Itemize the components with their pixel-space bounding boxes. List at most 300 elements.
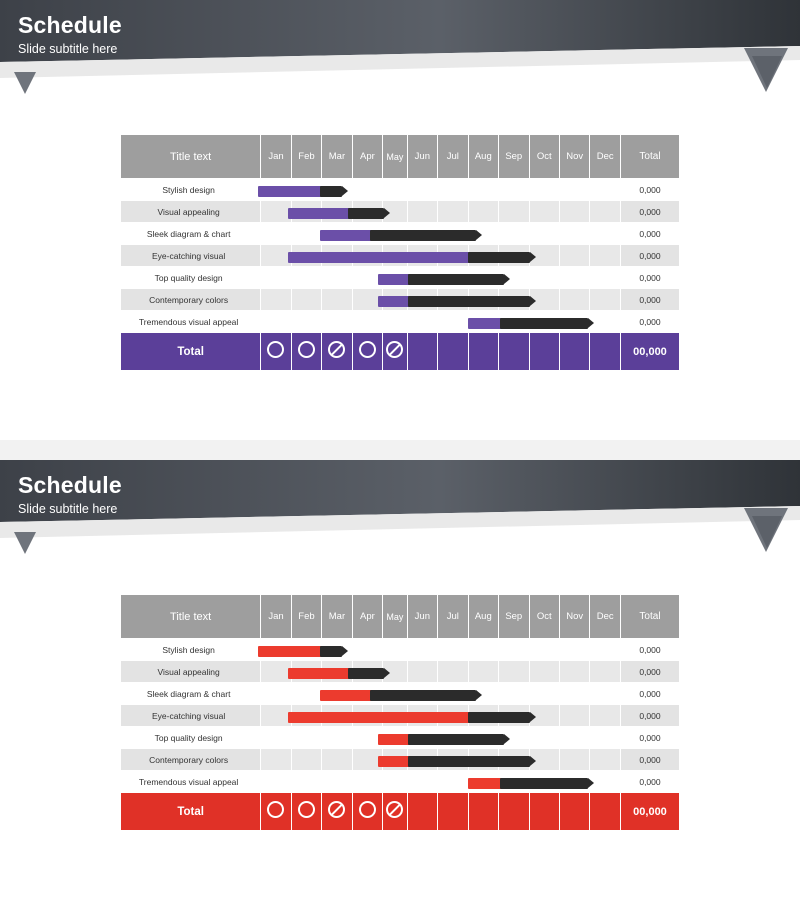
total-icon-cell-3[interactable] xyxy=(322,333,352,371)
cell-feb[interactable] xyxy=(291,749,321,771)
cell-jul[interactable] xyxy=(438,267,468,289)
cell-jan[interactable] xyxy=(261,179,291,201)
cell-mar[interactable] xyxy=(322,661,352,683)
cell-jun[interactable] xyxy=(407,311,437,333)
cell-jun[interactable] xyxy=(407,289,437,311)
cell-oct[interactable] xyxy=(529,727,559,749)
circle-icon xyxy=(298,341,315,358)
cell-dec[interactable] xyxy=(590,727,620,749)
row-total: 0,000 xyxy=(620,661,679,683)
cell-jan[interactable] xyxy=(261,245,291,267)
cell-feb[interactable] xyxy=(291,245,321,267)
total-icon-cell-5[interactable] xyxy=(383,793,407,831)
row-total: 0,000 xyxy=(620,223,679,245)
row-total: 0,000 xyxy=(620,749,679,771)
table-header-row xyxy=(121,595,680,639)
cell-mar[interactable] xyxy=(322,201,352,223)
row-label: Visual appealing xyxy=(121,661,261,683)
slide-2-heading-group xyxy=(18,472,122,517)
cell-jan[interactable] xyxy=(261,683,291,705)
cell-sep[interactable] xyxy=(499,705,529,727)
cell-oct[interactable] xyxy=(529,179,559,201)
cell-oct[interactable] xyxy=(529,289,559,311)
table-header xyxy=(121,135,680,179)
cell-aug[interactable] xyxy=(468,289,498,311)
cell-jul[interactable] xyxy=(438,245,468,267)
cell-feb[interactable] xyxy=(291,223,321,245)
table-row[interactable] xyxy=(121,179,680,201)
cell-apr[interactable] xyxy=(352,683,382,705)
header-month-jul: Jul xyxy=(438,135,468,179)
cell-jan[interactable] xyxy=(261,749,291,771)
cell-jul[interactable] xyxy=(438,727,468,749)
total-blank-jul xyxy=(438,793,468,831)
cell-feb[interactable] xyxy=(291,311,321,333)
cell-nov[interactable] xyxy=(560,289,590,311)
cell-feb[interactable] xyxy=(291,771,321,793)
header-month-feb: Feb xyxy=(291,595,321,639)
cell-apr[interactable] xyxy=(352,201,382,223)
cell-apr[interactable] xyxy=(352,267,382,289)
cell-jun[interactable] xyxy=(407,179,437,201)
table-row[interactable] xyxy=(121,223,680,245)
cell-jun[interactable] xyxy=(407,267,437,289)
cell-mar[interactable] xyxy=(322,311,352,333)
row-label: Stylish design xyxy=(121,179,261,201)
cell-mar[interactable] xyxy=(322,771,352,793)
cell-oct[interactable] xyxy=(529,683,559,705)
cell-jun[interactable] xyxy=(407,639,437,661)
cell-jan[interactable] xyxy=(261,727,291,749)
cell-aug[interactable] xyxy=(468,749,498,771)
cell-nov[interactable] xyxy=(560,705,590,727)
total-icon-cell-1[interactable] xyxy=(261,793,291,831)
cell-oct[interactable] xyxy=(529,245,559,267)
row-total: 0,000 xyxy=(620,727,679,749)
slide-2 xyxy=(0,460,800,900)
total-blank-oct xyxy=(529,333,559,371)
cell-jul[interactable] xyxy=(438,311,468,333)
cell-oct[interactable] xyxy=(529,661,559,683)
cell-sep[interactable] xyxy=(499,245,529,267)
cell-dec[interactable] xyxy=(590,661,620,683)
cell-jul[interactable] xyxy=(438,771,468,793)
table-row[interactable] xyxy=(121,267,680,289)
cell-aug[interactable] xyxy=(468,661,498,683)
cell-apr[interactable] xyxy=(352,727,382,749)
row-label: Eye-catching visual xyxy=(121,245,261,267)
cell-sep[interactable] xyxy=(499,311,529,333)
row-label: Sleek diagram & chart xyxy=(121,223,261,245)
total-blank-nov xyxy=(560,793,590,831)
header-month-jan: Jan xyxy=(261,135,291,179)
cell-feb[interactable] xyxy=(291,267,321,289)
cell-sep[interactable] xyxy=(499,683,529,705)
table-body xyxy=(121,639,680,793)
no-entry-icon xyxy=(386,341,403,358)
cell-oct[interactable] xyxy=(529,267,559,289)
total-blank-oct xyxy=(529,793,559,831)
slide-2-title: Schedule xyxy=(18,472,122,498)
cell-apr[interactable] xyxy=(352,749,382,771)
cell-nov[interactable] xyxy=(560,201,590,223)
cell-may[interactable] xyxy=(383,771,407,793)
cell-apr[interactable] xyxy=(352,223,382,245)
cell-jan[interactable] xyxy=(261,201,291,223)
header-total: Total xyxy=(620,135,679,179)
cell-feb[interactable] xyxy=(291,727,321,749)
total-blank-sep xyxy=(499,333,529,371)
cell-aug[interactable] xyxy=(468,639,498,661)
header-month-aug: Aug xyxy=(468,595,498,639)
cell-jul[interactable] xyxy=(438,223,468,245)
table-row[interactable] xyxy=(121,683,680,705)
total-blank-nov xyxy=(560,333,590,371)
cell-jun[interactable] xyxy=(407,749,437,771)
header-month-apr: Apr xyxy=(352,595,382,639)
cell-may[interactable] xyxy=(383,749,407,771)
total-icon-cell-1[interactable] xyxy=(261,333,291,371)
cell-mar[interactable] xyxy=(322,245,352,267)
cell-nov[interactable] xyxy=(560,311,590,333)
row-total: 0,000 xyxy=(620,289,679,311)
cell-apr[interactable] xyxy=(352,771,382,793)
cell-dec[interactable] xyxy=(590,245,620,267)
cell-may[interactable] xyxy=(383,267,407,289)
table-row[interactable] xyxy=(121,661,680,683)
cell-nov[interactable] xyxy=(560,683,590,705)
cell-dec[interactable] xyxy=(590,179,620,201)
slide-1-title: Schedule xyxy=(18,12,122,38)
circle-icon xyxy=(267,801,284,818)
cell-jun[interactable] xyxy=(407,245,437,267)
cell-mar[interactable] xyxy=(322,289,352,311)
circle-icon xyxy=(298,801,315,818)
row-total: 0,000 xyxy=(620,705,679,727)
cell-sep[interactable] xyxy=(499,267,529,289)
cell-dec[interactable] xyxy=(590,201,620,223)
cell-sep[interactable] xyxy=(499,749,529,771)
row-total: 0,000 xyxy=(620,179,679,201)
cell-may[interactable] xyxy=(383,639,407,661)
total-row-label: Total xyxy=(121,793,261,831)
cell-mar[interactable] xyxy=(322,179,352,201)
cell-jul[interactable] xyxy=(438,179,468,201)
cell-aug[interactable] xyxy=(468,179,498,201)
cell-nov[interactable] xyxy=(560,245,590,267)
row-total: 0,000 xyxy=(620,639,679,661)
cell-aug[interactable] xyxy=(468,267,498,289)
cell-may[interactable] xyxy=(383,245,407,267)
row-total: 0,000 xyxy=(620,201,679,223)
cell-jan[interactable] xyxy=(261,705,291,727)
cell-sep[interactable] xyxy=(499,179,529,201)
cell-feb[interactable] xyxy=(291,289,321,311)
cell-jun[interactable] xyxy=(407,705,437,727)
cell-oct[interactable] xyxy=(529,311,559,333)
total-blank-jun xyxy=(407,793,437,831)
cell-oct[interactable] xyxy=(529,223,559,245)
table-row[interactable] xyxy=(121,245,680,267)
cell-jan[interactable] xyxy=(261,311,291,333)
cell-aug[interactable] xyxy=(468,223,498,245)
row-label: Sleek diagram & chart xyxy=(121,683,261,705)
total-blank-jul xyxy=(438,333,468,371)
slide-2-subtitle: Slide subtitle here xyxy=(18,502,118,516)
cell-jul[interactable] xyxy=(438,683,468,705)
cell-aug[interactable] xyxy=(468,201,498,223)
cell-aug[interactable] xyxy=(468,705,498,727)
cell-jun[interactable] xyxy=(407,223,437,245)
header-month-oct: Oct xyxy=(529,595,559,639)
header-month-mar: Mar xyxy=(322,595,352,639)
total-blank-aug xyxy=(468,333,498,371)
header-month-jan: Jan xyxy=(261,595,291,639)
no-entry-icon xyxy=(328,341,345,358)
cell-aug[interactable] xyxy=(468,311,498,333)
table-row[interactable] xyxy=(121,727,680,749)
header-month-dec: Dec xyxy=(590,595,620,639)
header-month-jun: Jun xyxy=(407,135,437,179)
cell-nov[interactable] xyxy=(560,267,590,289)
slide-1-schedule-table-wrapper xyxy=(120,134,680,371)
cell-mar[interactable] xyxy=(322,223,352,245)
row-total: 0,000 xyxy=(620,311,679,333)
cell-oct[interactable] xyxy=(529,639,559,661)
cell-dec[interactable] xyxy=(590,639,620,661)
cell-may[interactable] xyxy=(383,223,407,245)
cell-nov[interactable] xyxy=(560,223,590,245)
total-icon-cell-3[interactable] xyxy=(322,793,352,831)
table-row[interactable] xyxy=(121,705,680,727)
header-month-dec: Dec xyxy=(590,135,620,179)
slide-2-banner xyxy=(0,460,800,556)
schedule-table xyxy=(120,594,680,831)
cell-may[interactable] xyxy=(383,661,407,683)
cell-jul[interactable] xyxy=(438,201,468,223)
header-month-may: May xyxy=(383,135,407,179)
cell-jan[interactable] xyxy=(261,223,291,245)
row-label: Tremendous visual appeal xyxy=(121,311,261,333)
no-entry-icon xyxy=(386,801,403,818)
cell-nov[interactable] xyxy=(560,179,590,201)
table-row[interactable] xyxy=(121,289,680,311)
cell-oct[interactable] xyxy=(529,749,559,771)
slide-1-heading-group xyxy=(18,12,122,57)
row-label: Visual appealing xyxy=(121,201,261,223)
cell-dec[interactable] xyxy=(590,705,620,727)
cell-sep[interactable] xyxy=(499,289,529,311)
cell-jan[interactable] xyxy=(261,267,291,289)
header-month-nov: Nov xyxy=(560,595,590,639)
cell-feb[interactable] xyxy=(291,201,321,223)
cell-sep[interactable] xyxy=(499,661,529,683)
total-icon-cell-4[interactable] xyxy=(352,793,382,831)
cell-jun[interactable] xyxy=(407,771,437,793)
cell-feb[interactable] xyxy=(291,705,321,727)
cell-oct[interactable] xyxy=(529,201,559,223)
row-label: Top quality design xyxy=(121,267,261,289)
cell-may[interactable] xyxy=(383,311,407,333)
cell-feb[interactable] xyxy=(291,179,321,201)
circle-icon xyxy=(359,341,376,358)
table-body xyxy=(121,179,680,333)
cell-jun[interactable] xyxy=(407,727,437,749)
grand-total: 00,000 xyxy=(620,793,679,831)
header-month-sep: Sep xyxy=(499,135,529,179)
table-footer xyxy=(121,333,680,371)
row-total: 0,000 xyxy=(620,771,679,793)
cell-aug[interactable] xyxy=(468,771,498,793)
cell-jan[interactable] xyxy=(261,661,291,683)
cell-feb[interactable] xyxy=(291,683,321,705)
cell-may[interactable] xyxy=(383,727,407,749)
slide-separator xyxy=(0,440,800,460)
cell-jun[interactable] xyxy=(407,683,437,705)
cell-sep[interactable] xyxy=(499,223,529,245)
no-entry-icon xyxy=(328,801,345,818)
total-icon-cell-2[interactable] xyxy=(291,793,321,831)
row-total: 0,000 xyxy=(620,267,679,289)
cell-nov[interactable] xyxy=(560,727,590,749)
header-month-nov: Nov xyxy=(560,135,590,179)
total-blank-jun xyxy=(407,333,437,371)
table-row[interactable] xyxy=(121,749,680,771)
cell-dec[interactable] xyxy=(590,683,620,705)
schedule-table xyxy=(120,134,680,371)
cell-mar[interactable] xyxy=(322,267,352,289)
header-month-jun: Jun xyxy=(407,595,437,639)
total-blank-dec xyxy=(590,793,620,831)
cell-jul[interactable] xyxy=(438,289,468,311)
cell-mar[interactable] xyxy=(322,705,352,727)
cell-apr[interactable] xyxy=(352,289,382,311)
cell-nov[interactable] xyxy=(560,771,590,793)
row-label: Tremendous visual appeal xyxy=(121,771,261,793)
header-month-apr: Apr xyxy=(352,135,382,179)
table-footer xyxy=(121,793,680,831)
circle-icon xyxy=(359,801,376,818)
cell-feb[interactable] xyxy=(291,639,321,661)
total-blank-sep xyxy=(499,793,529,831)
cell-dec[interactable] xyxy=(590,311,620,333)
row-label: Eye-catching visual xyxy=(121,705,261,727)
cell-jun[interactable] xyxy=(407,201,437,223)
header-month-mar: Mar xyxy=(322,135,352,179)
cell-sep[interactable] xyxy=(499,771,529,793)
table-header xyxy=(121,595,680,639)
header-month-aug: Aug xyxy=(468,135,498,179)
cell-may[interactable] xyxy=(383,705,407,727)
cell-apr[interactable] xyxy=(352,311,382,333)
cell-may[interactable] xyxy=(383,683,407,705)
cell-nov[interactable] xyxy=(560,661,590,683)
cell-dec[interactable] xyxy=(590,267,620,289)
cell-may[interactable] xyxy=(383,201,407,223)
cell-jul[interactable] xyxy=(438,749,468,771)
cell-sep[interactable] xyxy=(499,639,529,661)
cell-dec[interactable] xyxy=(590,223,620,245)
header-month-oct: Oct xyxy=(529,135,559,179)
cell-dec[interactable] xyxy=(590,289,620,311)
header-month-jul: Jul xyxy=(438,595,468,639)
cell-jan[interactable] xyxy=(261,639,291,661)
cell-dec[interactable] xyxy=(590,771,620,793)
slide-1-subtitle: Slide subtitle here xyxy=(18,42,118,56)
total-blank-dec xyxy=(590,333,620,371)
cell-apr[interactable] xyxy=(352,661,382,683)
cell-apr[interactable] xyxy=(352,245,382,267)
header-month-feb: Feb xyxy=(291,135,321,179)
cell-jan[interactable] xyxy=(261,289,291,311)
cell-sep[interactable] xyxy=(499,727,529,749)
header-month-may: May xyxy=(383,595,407,639)
cell-nov[interactable] xyxy=(560,749,590,771)
row-label: Contemporary colors xyxy=(121,289,261,311)
cell-jan[interactable] xyxy=(261,771,291,793)
row-label: Top quality design xyxy=(121,727,261,749)
table-row[interactable] xyxy=(121,311,680,333)
header-month-sep: Sep xyxy=(499,595,529,639)
cell-jul[interactable] xyxy=(438,639,468,661)
cell-oct[interactable] xyxy=(529,771,559,793)
slide-1-banner xyxy=(0,0,800,96)
total-row xyxy=(121,793,680,831)
table-row[interactable] xyxy=(121,771,680,793)
cell-mar[interactable] xyxy=(322,683,352,705)
row-label: Contemporary colors xyxy=(121,749,261,771)
cell-apr[interactable] xyxy=(352,179,382,201)
cell-aug[interactable] xyxy=(468,683,498,705)
row-total: 0,000 xyxy=(620,683,679,705)
table-row[interactable] xyxy=(121,201,680,223)
table-header-row xyxy=(121,135,680,179)
total-row xyxy=(121,333,680,371)
header-total: Total xyxy=(620,595,679,639)
cell-may[interactable] xyxy=(383,179,407,201)
table-row[interactable] xyxy=(121,639,680,661)
cell-apr[interactable] xyxy=(352,705,382,727)
cell-mar[interactable] xyxy=(322,749,352,771)
cell-aug[interactable] xyxy=(468,727,498,749)
row-total: 0,000 xyxy=(620,245,679,267)
circle-icon xyxy=(267,341,284,358)
cell-apr[interactable] xyxy=(352,639,382,661)
cell-nov[interactable] xyxy=(560,639,590,661)
total-icon-cell-2[interactable] xyxy=(291,333,321,371)
cell-may[interactable] xyxy=(383,289,407,311)
slide-1 xyxy=(0,0,800,440)
cell-mar[interactable] xyxy=(322,727,352,749)
cell-sep[interactable] xyxy=(499,201,529,223)
cell-dec[interactable] xyxy=(590,749,620,771)
cell-feb[interactable] xyxy=(291,661,321,683)
total-icon-cell-5[interactable] xyxy=(383,333,407,371)
header-title-text: Title text xyxy=(121,595,261,639)
cell-mar[interactable] xyxy=(322,639,352,661)
cell-jul[interactable] xyxy=(438,661,468,683)
slide-2-schedule-table-wrapper xyxy=(120,594,680,831)
cell-jun[interactable] xyxy=(407,661,437,683)
cell-aug[interactable] xyxy=(468,245,498,267)
cell-oct[interactable] xyxy=(529,705,559,727)
grand-total: 00,000 xyxy=(620,333,679,371)
cell-jul[interactable] xyxy=(438,705,468,727)
header-title-text: Title text xyxy=(121,135,261,179)
total-blank-aug xyxy=(468,793,498,831)
row-label: Stylish design xyxy=(121,639,261,661)
total-icon-cell-4[interactable] xyxy=(352,333,382,371)
